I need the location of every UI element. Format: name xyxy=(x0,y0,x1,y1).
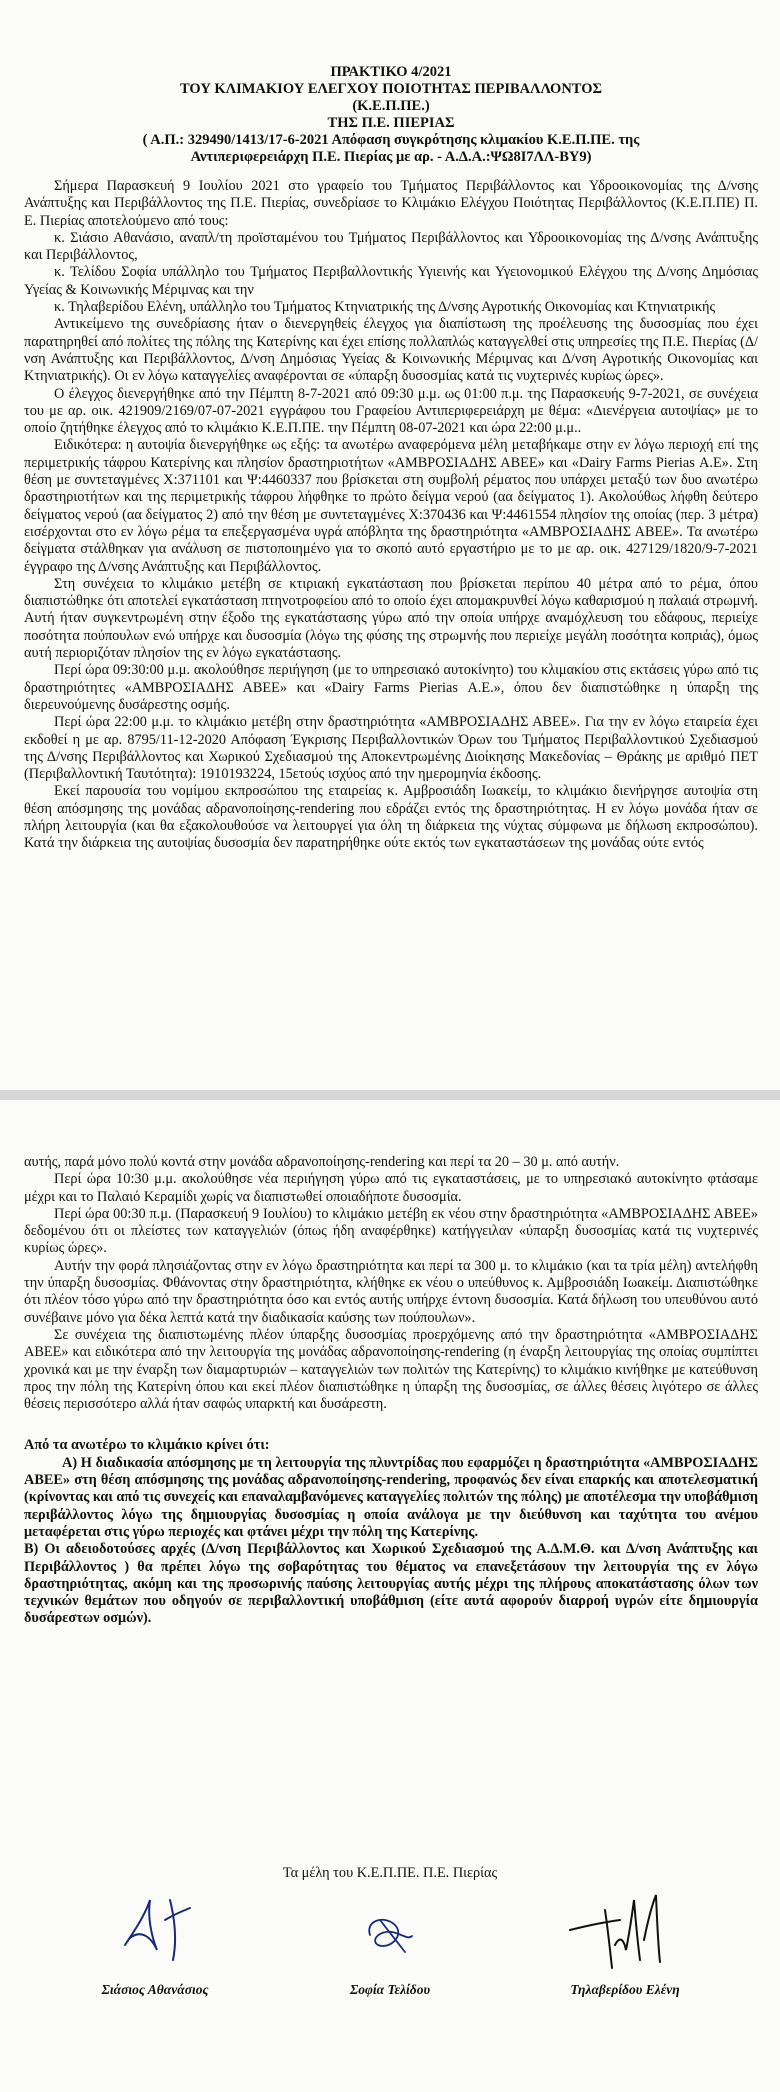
regional-unit-title: ΤΗΣ Π.Ε. ΠΙΕΡΙΑΣ xyxy=(327,115,455,131)
second-tour-paragraph: Περί ώρα 10:30 μ.μ. ακολούθησε νέα περιήγηση γύρω από τις εγκαταστάσεις, με το υπηρεσιακό αυτοκίνητο φτάσαμε μέχρι και το Παλαιό Κεραμίδι χωρίς να διαπιστωθεί οποιαδήποτε δυσοσμία. xyxy=(24,1171,758,1205)
handwritten-signature-3 xyxy=(560,1890,690,1975)
first-tour-paragraph: Περί ώρα 09:30:00 μ.μ. ακολούθησε περιήγηση (με το υπηρεσιακό αυτοκίνητο) του κλιμακίου στις εκτάσεις γύρω από τις δραστηριότητες «ΑΜΒΡΟΣΙΑΔΗΣ ΑΒΕΕ» και «Dairy Farms Pierias Α.Ε.», όπου δεν διαπιστώθηκε η ύπαρξη της διερευνούμενης δυσάρεστης οσμής. xyxy=(24,662,758,713)
committee-title: ΤΟΥ ΚΛΙΜΑΚΙΟΥ ΕΛΕΓΧΟΥ ΠΟΙΟΤΗΤΑΣ ΠΕΡΙΒΑΛΛΟΝΤΟΣ xyxy=(180,81,602,97)
signer-name-2: Σοφία Τελίδου xyxy=(349,1982,431,1997)
signature-block-1 xyxy=(40,1890,270,2000)
reference-line-1: ( Α.Π.: 329490/1413/17-6-2021 Απόφαση συγκρότησης κλιμακίου Κ.Ε.Π.ΠΕ. της xyxy=(142,132,640,148)
rendering-inspection-paragraph: Εκεί παρουσία του νομίμου εκπροσώπου της εταιρείας κ. Αμβροσιάδη Ιωακείμ, το κλιμάκιο διενήργησε αυτοψία στη θέση απόσμησης της μονάδας αδρανοποίησης-rendering που εδράζει εντός της δραστηριότητας. Η εν λόγω μονάδα ήταν σε πλήρη λειτουργία (και θα εξακολουθούσε να λειτουργεί για όλη τη διάρκεια της νύχτας σύμφωνα με δήλωση εκπροσώπου). Κατά την διάρκεια της αυτοψίας δυσοσμία δεν παρατηρήθηκε ούτε εκτός των εγκαταστάσεων της μονάδας ούτε εντός xyxy=(24,783,758,852)
signer-name-3: Τηλαβερίδου Ελένη xyxy=(570,1982,680,1997)
signature-block-3 xyxy=(510,1890,740,2000)
city-odor-paragraph: Σε συνέχεια της διαπιστωμένης πλέον ύπαρξης δυσοσμίας προερχόμενης από την δραστηριότητα «ΑΜΒΡΟΣΙΑΔΗΣ ΑΒΕΕ» και ειδικότερα από την λειτουργία της μονάδας αδρανοποίησης-rendering (η έναρξη λειτουργίας της οποίας συμπίπτει χρονικά και με την έναρξη των διαμαρτυριών – καταγγελιών των πολιτών της Κατερίνης) το κλιμάκιο κινήθηκε με κατεύθυνση προς την πόλη της Κατερίνη όπου και εκεί πλέον διαπιστώθηκε η ύπαρξη της δυσοσμίας, σε άλλες θέσεις λιγότερο σε άλλες θέσεις περισσότερο αλλά ήταν σαφώς υπαρκτή και δυσάρεστη. xyxy=(24,1326,758,1413)
document-page-2 xyxy=(0,1100,780,2092)
subject-paragraph: Αντικείμενο της συνεδρίασης ήταν ο διενεργηθείς έλεγχος για διαπίστωση της προέλευσης της δυσοσμίας που έχει παρατηρηθεί από πολίτες της πόλης της Κατερίνης και έχει επίσης πολλαπλώς καταγγελθεί στις υπηρεσίες της Π.Ε. Πιερίας (Δ/νση Ανάπτυξης και Περιβάλλοντος, Δ/νση Δημόσιας Υγείας & Κοινωνικής Μέριμνας και Δ/νση Αγροτικής Οικονομίας και Κτηνιατρικής). Οι εν λόγω καταγγελίες αναφέρονται σε «ύπαρξη δυσοσμίας κατά τις νυχτερινές κυρίως ώρες». xyxy=(24,316,758,385)
reference-line-2: Αντιπεριφερειάρχη Π.Ε. Πιερίας με αρ. - Α.Δ.Α.:ΨΩ8Ι7ΛΛ-ΒΥ9) xyxy=(190,149,592,165)
handwritten-signature-1 xyxy=(95,1890,215,1970)
minutes-title: ΠΡΑΚΤΙΚΟ 4/2021 xyxy=(330,64,452,80)
page-2-content xyxy=(24,1154,758,1628)
handwritten-signature-2 xyxy=(330,1890,450,1970)
inspection-time-paragraph: Ο έλεγχος διενεργήθηκε από την Πέμπτη 8-7-2021 από 09:30 μ.μ. ως 01:00 π.μ. της Παρασκευής 9-7-2021, σε συνέχεια του με αρ. οικ. 421909/2169/07-07-2021 εγγράφου του Γραφείου Αντιπεριφερειάρχη με θέμα: «Διενέργεια αυτοψίας» με το οποίο ζητήθηκε έλεγχος από το κλιμάκιο Κ.Ε.Π.ΠΕ. την Πέμπτη 08-07-2021 και ώρα 22:00 μ.μ.. xyxy=(24,385,758,437)
conclusion-point-b: Β) Οι αδειοδοτούσες αρχές (Δ/νση Περιβάλλοντος και Χωρικού Σχεδιασμού της Α.Δ.Μ.Θ. και Δ/νση Ανάπτυξης και Περιβάλλοντος ) θα πρέπει λόγω της σοβαρότητας του θέματος να επανεξετάσουν την λειτουργία της εν λόγω δραστηριότητας, ακόμη και της προσωρινής παύσης λειτουργίας αυτής μέχρι της πλήρους αποκατάστασης όλων των τεχνικών θεμάτων που οδηγούν σε περιβαλλοντική υποβάθμιση (είτε αυτά αφορούν διαρροή υγρών είτε δημιουργία δυσάρεστων οσμών). xyxy=(24,1541,758,1627)
member-1-paragraph: κ. Σιάσιο Αθανάσιο, αναπλ/τη προϊσταμένου του Τμήματος Περιβάλλοντος και Υδροοικονομίας της Δ/νσης Ανάπτυξης και Περιβάλλοντος, xyxy=(24,229,758,264)
sampling-paragraph: Ειδικότερα: η αυτοψία διενεργήθηκε ως εξής: τα ανωτέρω αναφερόμενα μέλη μεταβήκαμε στην εν λόγω περιοχή επί της περιμετρικής τάφρου Κατερίνης και πλησίον δραστηριοτήτων «ΑΜΒΡΟΣΙΑΔΗΣ ΑΒΕΕ» και «Dairy Farms Pierias Α.Ε». Στη θέση με συντεταγμένες Χ:371101 και Ψ:4460337 που βρίσκεται στη συμβολή ρέματος που υπάρχει μεταξύ των δυο ανωτέρω δραστηριοτήτων και της περιμετρικής τάφρου λήφθηκε το πρώτο δείγμα νερού (αα δείγματος 1). Ακολούθως λήφθη δεύτερο δείγματος νερού (αα δείγματος 2) από την θέση με συντεταγμένες Χ:370436 και Ψ:4461554 πλησίον της οποίας (περ. 3 μέτρα) εισέρχονται στο εν λόγω ρέμα τα επεξεργασμένα υγρά απόβλητα της δραστηριότητα «ΑΜΒΡΟΣΙΑΔΗΣ ΑΒΕΕ». Τα ανωτέρω δείγματα στάλθηκαν για ανάλυση σε πιστοποιημένο για το σκοπό αυτό εργαστήριο με το με αρ. οικ. 427129/1820/9-7-2021 έγγραφο της Δ/νσης Ανάπτυξης και Περιβάλλοντος. xyxy=(24,437,758,575)
odor-detection-paragraph: Αυτήν την φορά πλησιάζοντας στην εν λόγω δραστηριότητα και περί τα 300 μ. το κλιμάκιο (και τα τρία μέλη) αντελήφθη την ύπαρξη δυσοσμίας. Φθάνοντας στην δραστηριότητα, κλήθηκε εκ νέου ο υπεύθυνος κ. Αμβροσιάδη Ιωακείμ. Διαπιστώθηκε ότι πλέον τόσο γύρω από την δραστηριότητα όσο και εντός αυτής υπήρχε έντονη δυσοσμία. Κατά δήλωση του υπευθύνου αυτό συνέβαινε μόνο για δέκα λεπτά κατά την διαδικασία καύσης των πούπουλων». xyxy=(24,1257,758,1326)
page-separator xyxy=(0,1090,780,1100)
conclusion-point-a: Α) Η διαδικασία απόσμησης με τη λειτουργία της πλυντρίδας που εφαρμόζει η δραστηριότητα «ΑΜΒΡΟΣΙΑΔΗΣ ΑΒΕΕ» στη θέση απόσμησης της μονάδας αδρανοποίησης-rendering, προφανώς δεν είναι επαρκής και αποτελεσματική (κρίνοντας και από τις συνεχείς και επαναλαμβανόμενες καταγγελίες πολιτών της πόλης) με αποτέλεσμα την υποβάθμιση περιβάλλοντος λόγω της δημιουργίας δυσοσμίας η οποία ανάλογα με την διεύθυνση και ταχύτητα του ανέμου μεταφέρεται στις γύρω περιοχές και φτάνει μέχρι την πόλη της Κατερίνης. xyxy=(24,1454,758,1540)
member-3-paragraph: κ. Τηλαβερίδου Ελένη, υπάλληλο του Τμήματος Κτηνιατρικής της Δ/νσης Αγροτικής Οικονομίας και Κτηνιατρικής xyxy=(54,299,716,316)
signatures-intro: Τα μέλη του Κ.Ε.Π.ΠΕ. Π.Ε. Πιερίας xyxy=(282,1865,498,1881)
conclusion-heading: Από τα ανωτέρω το κλιμάκιο κρίνει ότι: xyxy=(24,1437,270,1454)
signature-block-2 xyxy=(275,1890,505,2000)
signer-name-1: Σιάσιος Αθανάσιος xyxy=(101,1982,209,1997)
opening-paragraph: Σήμερα Παρασκευή 9 Ιουλίου 2021 στο γραφείο του Τμήματος Περιβάλλοντος και Υδροοικονομίας της Δ/νσης Ανάπτυξης και Περιβάλλοντος της Π.Ε. Πιερίας, συνεδρίασε το Κλιμάκιο Ελέγχου Ποιότητας Περιβάλλοντος (Κ.Ε.Π.ΠΕ) Π. Ε. Πιερίας αποτελούμενο από τους: xyxy=(24,178,758,229)
member-2-paragraph: κ. Τελίδου Σοφία υπάλληλο του Τμήματος Περιβαλλοντικής Υγιεινής και Υγειονομικού Ελέγχου της Δ/νσης Δημόσιας Υγείας & Κοινωνικής Μέριμνας και την xyxy=(24,264,758,298)
committee-acronym: (Κ.Ε.Π.ΠΕ.) xyxy=(352,98,430,114)
page-1-content xyxy=(24,64,758,853)
continuation-paragraph: αυτής, παρά μόνο πολύ κοντά στην μονάδα αδρανοποίησης-rendering και περί τα 20 – 30 μ. από αυτήν. xyxy=(24,1154,620,1170)
facility-visit-paragraph: Περί ώρα 22:00 μ.μ. το κλιμάκιο μετέβη στην δραστηριότητα «ΑΜΒΡΟΣΙΑΔΗΣ ΑΒΕΕ». Για την εν λόγω εταιρεία έχει εκδοθεί η με αρ. 8795/11-12-2020 Απόφαση Έγκρισης Περιβαλλοντικών Όρων του Τμήματος Περιβαλλοντικού Σχεδιασμού της Δ/νσης Περιβάλλοντος και Χωρικού Σχεδιασμού της Αποκεντρωμένης Διοίκησης Μακεδονίας – Θράκης με αριθμό ΠΕΤ (Περιβαλλοντική Ταυτότητα): 1910193224, 15ετούς ισχύος από την ημερομηνία έκδοσης. xyxy=(24,714,758,783)
night-visit-paragraph: Περί ώρα 00:30 π.μ. (Παρασκευή 9 Ιουλίου) το κλιμάκιο μετέβη εκ νέου στην δραστηριότητα «ΑΜΒΡΟΣΙΑΔΗΣ ΑΒΕΕ» δεδομένου ότι οι πλείστες των καταγγελιών (όπως ήδη αναφέρθηκε) κατήγγειλαν «ύπαρξη δυσοσμίας κατά τις νυχτερινές κυρίως ώρες». xyxy=(24,1205,758,1257)
poultry-facility-paragraph: Στη συνέχεια το κλιμάκιο μετέβη σε κτιριακή εγκατάσταση που βρίσκεται περίπου 40 μέτρα από το ρέμα, όπου διαπιστώθηκε ότι αποτελεί εγκατάσταση πτηνοτροφείου από το οποίο έχει απομακρυνθεί λόγω καθαρισμού η παλαιά στρωμνή. Αυτή ήταν συγκεντρωμένη στην έξοδο της εγκατάστασης γύρω από την οποία υπήρχε αναμόχλευση του εδάφους, περιείχε ποσότητα πούπουλων ενώ υπήρχε και δυσοσμία (λόγω της φύσης της στρωμνής που περιείχε μεγάλη ποσότητα κοπριάς), όμως αυτή περιοριζόταν πλησίον της εν λόγω εγκατάστασης. xyxy=(24,575,758,662)
